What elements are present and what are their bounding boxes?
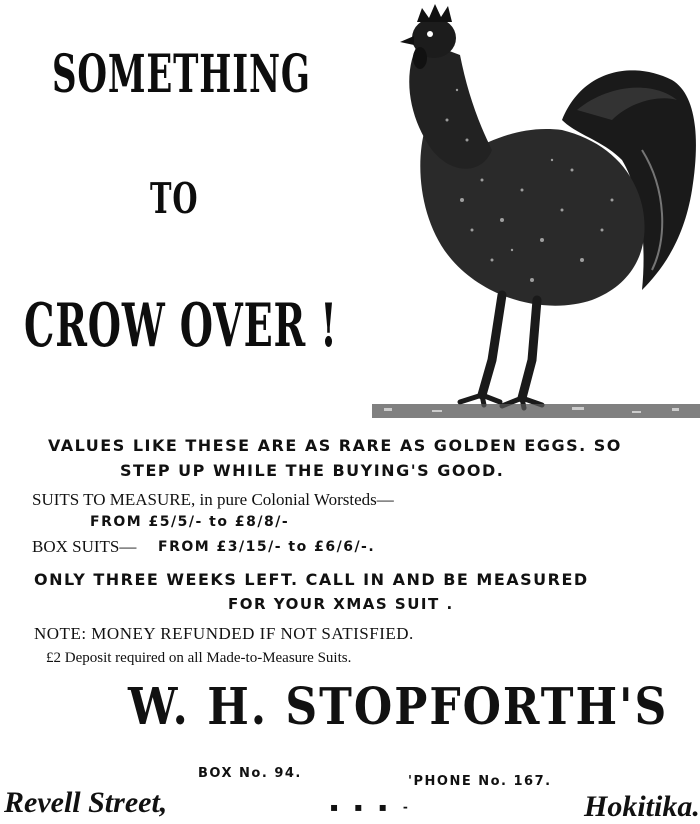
headline-something: SOMETHING — [52, 44, 311, 106]
values-line-1: VALUES LIKE THESE ARE AS RARE AS GOLDEN EGGS. SO — [48, 436, 622, 455]
box-number: BOX No. 94. — [198, 766, 302, 781]
suits-line: SUITS TO MEASURE, in pure Colonial Worsteds— — [32, 490, 394, 509]
rooster-icon — [372, 0, 700, 420]
box-suits-label: BOX SUITS— — [32, 537, 137, 556]
weeks-line-2: FOR YOUR XMAS SUIT . — [228, 595, 454, 613]
note-line: NOTE: MONEY REFUNDED IF NOT SATISFIED. — [34, 624, 414, 643]
values-line-2: STEP UP WHILE THE BUYING'S GOOD. — [120, 461, 505, 480]
street-address: Revell Street, — [4, 786, 168, 819]
rooster-illustration — [372, 0, 700, 420]
shop-name: W. H. STOPFORTH'S — [128, 678, 669, 737]
deposit-line: £2 Deposit required on all Made-to-Measure Suits. — [46, 650, 352, 666]
suits-price: FROM £5/5/- to £8/8/- — [90, 514, 290, 530]
headline-crow-over: CROW OVER ! — [24, 290, 338, 361]
headline-to: TO — [150, 174, 199, 224]
footer-dots: ▪ ▪ ▪ - — [330, 800, 414, 814]
box-suits-price: FROM £3/15/- to £6/6/-. — [158, 539, 376, 555]
phone-number: 'PHONE No. 167. — [408, 774, 552, 789]
weeks-line-1: ONLY THREE WEEKS LEFT. CALL IN AND BE MEASURED — [34, 570, 589, 589]
town-name: Hokitika. — [584, 790, 700, 823]
